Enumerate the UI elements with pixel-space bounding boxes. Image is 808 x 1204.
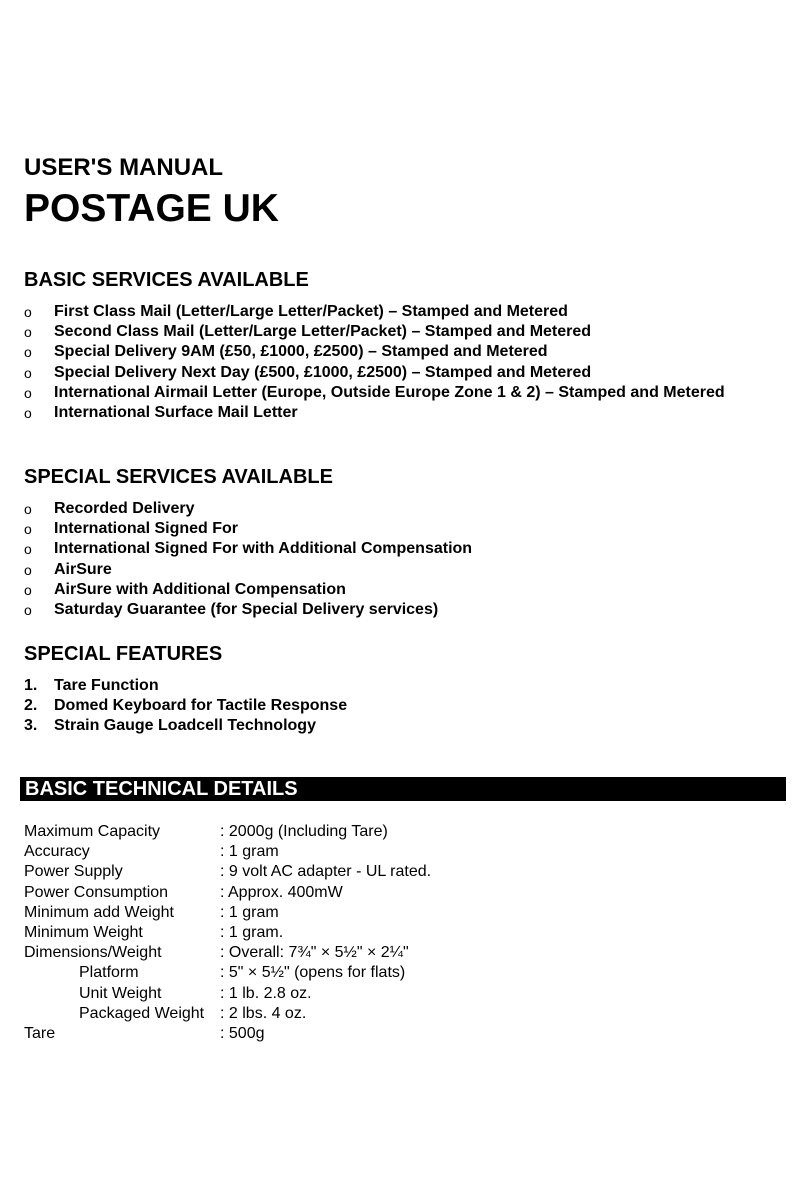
bullet-icon: o xyxy=(24,364,32,381)
spec-label: Packaged Weight xyxy=(79,1004,205,1022)
technical-details-banner xyxy=(20,777,786,801)
list-item-number: 2. xyxy=(24,697,38,715)
list-item-text: Special Delivery 9AM (£50, £1000, £2500) – Stamped and Metered xyxy=(54,343,548,361)
spec-value: : 2000g (Including Tare) xyxy=(220,823,388,840)
bullet-icon: o xyxy=(24,561,32,578)
list-item-text: Tare Function xyxy=(54,677,159,694)
spec-label: Maximum Capacity xyxy=(24,823,161,840)
list-item-text: First Class Mail (Letter/Large Letter/Packet) – Stamped and Metered xyxy=(54,303,568,320)
list-item-text: Recorded Delivery xyxy=(54,500,195,517)
spec-value: : 500g xyxy=(220,1024,265,1042)
special-features-heading: SPECIAL FEATURES xyxy=(24,643,223,665)
basic-services-heading: BASIC SERVICES AVAILABLE xyxy=(24,269,309,291)
bullet-icon: o xyxy=(24,521,32,538)
bullet-icon: o xyxy=(24,324,32,341)
bullet-icon: o xyxy=(24,304,32,320)
spec-value: : 2 lbs. 4 oz. xyxy=(220,1004,307,1022)
list-item-text: International Signed For xyxy=(54,520,239,538)
spec-value: : Approx. 400mW xyxy=(220,883,343,901)
list-item-text: Special Delivery Next Day (£500, £1000, £2500) – Stamped and Metered xyxy=(54,363,592,381)
spec-label: Dimensions/Weight xyxy=(24,944,162,962)
technical-details-heading: BASIC TECHNICAL DETAILS xyxy=(25,778,298,800)
list-item-text: Domed Keyboard for Tactile Response xyxy=(54,697,348,715)
list-item-text: Second Class Mail (Letter/Large Letter/Packet) – Stamped and Metered xyxy=(54,323,592,341)
manual-title: USER'S MANUAL xyxy=(24,154,224,181)
spec-label: Accuracy xyxy=(24,843,90,861)
spec-value: : 1 gram xyxy=(220,843,279,861)
bullet-icon: o xyxy=(24,501,32,517)
spec-value: : 1 gram. xyxy=(220,923,284,941)
bullet-icon: o xyxy=(24,404,32,421)
bullet-icon: o xyxy=(24,581,32,598)
list-item-text: International Signed For with Additional Compensation xyxy=(54,540,473,558)
spec-value: : 9 volt AC adapter - UL rated. xyxy=(220,863,432,881)
product-title: POSTAGE UK xyxy=(24,187,279,230)
list-item-text: AirSure xyxy=(54,560,112,578)
bullet-icon: o xyxy=(24,384,32,401)
bullet-icon: o xyxy=(24,541,32,558)
spec-label: Minimum Weight xyxy=(24,923,143,941)
spec-label: Platform xyxy=(79,964,139,982)
spec-value: : 1 lb. 2.8 oz. xyxy=(220,984,312,1002)
list-item-number: 3. xyxy=(24,717,38,735)
spec-value: : Overall: 7¾" × 5½" × 2¼" xyxy=(220,944,409,962)
list-item-text: Strain Gauge Loadcell Technology xyxy=(54,717,316,735)
spec-value: : 1 gram xyxy=(220,903,279,921)
list-item-text: AirSure with Additional Compensation xyxy=(54,580,346,598)
list-item-text: International Airmail Letter (Europe, Outside Europe Zone 1 & 2) – Stamped and Metered xyxy=(54,383,725,401)
special-services-heading: SPECIAL SERVICES AVAILABLE xyxy=(24,466,333,488)
list-item-number: 1. xyxy=(24,677,38,694)
spec-label: Minimum add Weight xyxy=(24,903,174,921)
list-item-text: International Surface Mail Letter xyxy=(54,403,298,421)
spec-value: : 5" × 5½" (opens for flats) xyxy=(220,964,406,982)
bullet-icon: o xyxy=(24,601,32,618)
spec-label: Tare xyxy=(24,1024,56,1042)
list-item-text: Saturday Guarantee (for Special Delivery services) xyxy=(54,600,439,618)
spec-label: Power Supply xyxy=(24,863,123,881)
spec-label: Unit Weight xyxy=(79,984,162,1002)
spec-label: Power Consumption xyxy=(24,883,169,901)
bullet-icon: o xyxy=(24,344,32,361)
